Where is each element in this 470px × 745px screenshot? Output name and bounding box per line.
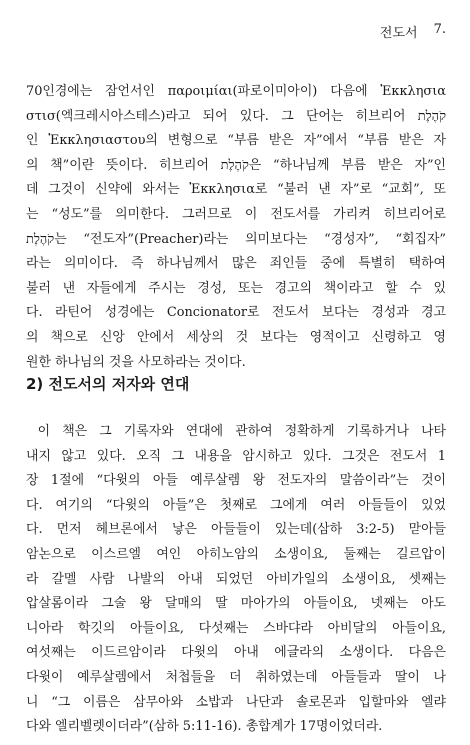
text-line: 는 “성도”를 의미한다. 그러므로 이 전도서를 가리켜 히브리어로 [26, 206, 446, 222]
text-line: 의 책”이란 뜻이다. 히브리어 קֹהֶלֶת은 “하나님께 부름 받은 자”인 [26, 157, 446, 173]
text-line: 니아라 학깃의 아들이요, 다섯째는 스바댜라 아비달의 아들이요, [26, 620, 446, 636]
text-line: στισ(엑크레시아스테스)라고 되어 있다. 그 단어는 히브리어 קֹהֶלֶת [26, 108, 446, 124]
text-line: 다. 먼저 헤브론에서 낳은 아들들이 있는데(삼하 3:2-5) 맏아들 [26, 522, 446, 538]
paragraph-etymology [26, 80, 446, 375]
text-line: 라 갈멜 사람 나발의 아내 되었던 아비가일의 소생이요, 셋째는 [26, 571, 446, 587]
text-line: 다. 라틴어 성경에는 Concionator로 전도서 보다는 경성과 경고 [26, 305, 446, 321]
section-heading: 2) 전도서의 저자와 연대 [26, 375, 190, 393]
text-line: 압살롬이라 그술 왕 달매의 딸 마아가의 아들이요, 넷째는 아도 [26, 596, 446, 612]
text-line: 원한 하나님의 것을 사모하라는 것이다. [26, 354, 246, 370]
text-line: 인 Ἐκκλησιαστου의 변형으로 “부름 받은 자”에서 “부름 받은 자 [26, 133, 446, 149]
running-head [380, 22, 446, 41]
text-line: 의 책으로 신앙 안에서 세상의 것 보다는 영적이고 신령하고 영 [26, 329, 446, 345]
book-title: 전도서 [379, 26, 418, 41]
text-line: 70인경에는 잠언서인 παροιμίαι(파로이미아이) 다음에 Ἐκκλησια [26, 84, 446, 99]
text-line: 데 그것이 신약에 와서는 Ἐκκλησια로 “불러 낸 자”로 “교회”, 또 [26, 182, 446, 198]
page-number: 7. [433, 22, 446, 37]
text-line: קֹהֶלֶת는 “전도자”(Preacher)라는 의미보다는 “경성자”, “회집자” [26, 231, 446, 247]
text-line: 다. 여기의 “다윗의 아들”은 첫째로 그에게 여러 아들들이 있었 [26, 497, 446, 513]
text-line: 암논으로 이스르엘 여인 아히노암의 소생이요, 둘째는 길르압이 [26, 546, 446, 562]
text-line: 다와 엘리벨렛이더라”(삼하 5:11-16). 총합계가 17명이었더라. [26, 719, 383, 735]
text-line: 니 “그 이름은 삼무아와 소밥과 나단과 솔로몬과 입할마와 엘랴 [26, 694, 446, 710]
text-line: 다윗이 예루살렘에서 처첩들을 더 취하였는데 아들들과 딸이 나 [26, 669, 446, 685]
text-line: 불러 낸 자들에게 주시는 경성, 또는 경고의 책이라고 할 수 있 [26, 280, 446, 296]
text-line: 내지 않고 있다. 오직 그 내용을 암시하고 있다. 그것은 전도서 1 [26, 448, 446, 464]
text-line: 라는 의미이다. 즉 하나님께서 많은 죄인들 중에 특별히 택하여 [26, 256, 446, 272]
text-line: 이 책은 그 기록자와 연대에 관하여 정확하게 기록하거나 나타 [37, 424, 446, 439]
text-line: 장 1절에 “다윗의 아들 예루살렘 왕 전도자의 말씀이라”는 것이 [26, 473, 446, 489]
text-line: 여섯째는 이드르암이라 다윗의 아내 에글라의 소생이다. 다음은 [26, 645, 446, 661]
paragraph-author-date [26, 420, 446, 740]
